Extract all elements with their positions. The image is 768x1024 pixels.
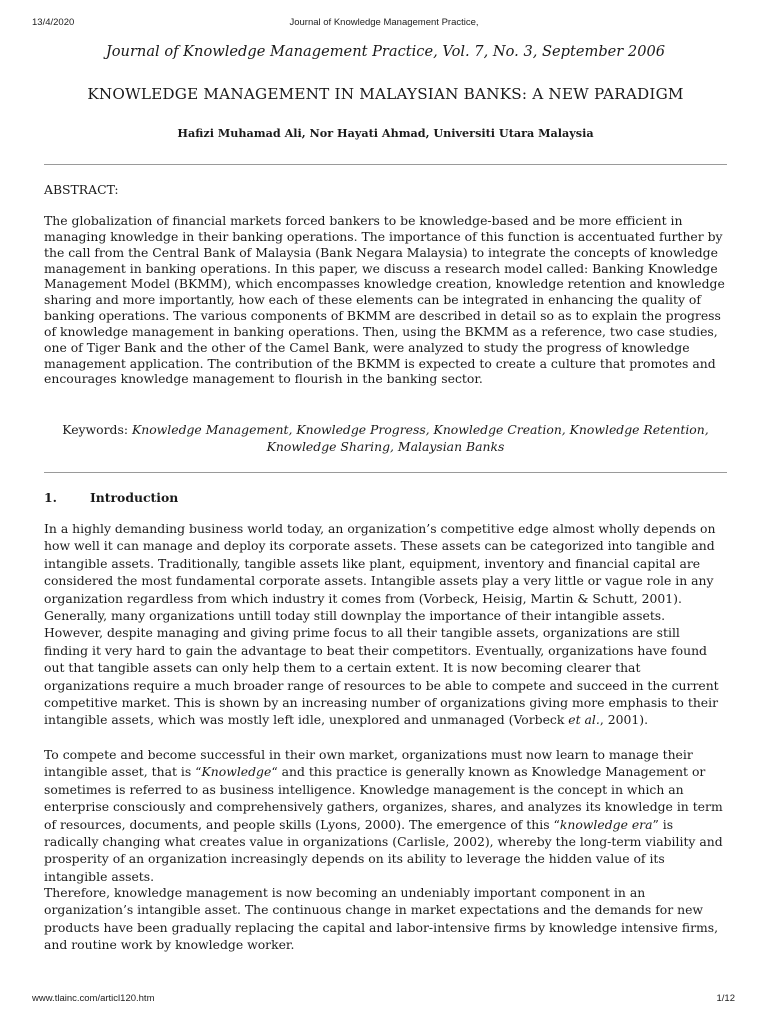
paragraph-text: “ and this practice is generally known as Knowledge Management or sometimes is referred to as business intelligence. Knowledge management is the concept in which an enterprise consciously and comprehensively gathers, organizes, shares, and analyzes its knowledge in term of resources, documents, and people skills (Lyons, 2000). The emergence of this “ <box>44 764 723 832</box>
print-url: www.tlainc.com/articl120.htm <box>32 993 155 1004</box>
paragraph <box>44 746 727 885</box>
keywords <box>44 421 727 455</box>
abstract-heading: ABSTRACT: <box>44 182 119 197</box>
section-heading <box>44 490 178 505</box>
divider <box>44 164 727 165</box>
section-number: 1. <box>44 490 57 505</box>
paragraph <box>44 520 727 729</box>
keywords-list-line2: Knowledge Sharing, Malaysian Banks <box>266 439 505 454</box>
paragraph-emphasis: et al. <box>568 712 600 728</box>
print-page-count: 1/12 <box>716 993 735 1004</box>
divider <box>44 472 727 473</box>
article-authors: Hafizi Muhamad Ali, Nor Hayati Ahmad, Universiti Utara Malaysia <box>177 126 594 140</box>
paragraph-text: In a highly demanding business world today, an organization’s competitive edge almost wholly depends on how well it can manage and deploy its corporate assets. These assets can be categorized into tangible and intangible assets. Traditionally, tangible assets like plant, equipment, inventory and financial capital are considered the most fundamental corporate assets. Intangible assets play a very little or vague role in any organization regardless from which industry it comes from (Vorbeck, Heisig, Martin & Schutt, 2001). Generally, many organizations untill today still downplay the importance of their intangible assets. However, despite managing and giving prime focus to all their tangible assets, organizations are still finding it very hard to gain the advantage to beat their competitors. Eventually, organizations have found out that tangible assets can only help them to a certain extent. It is now becoming clearer that organizations require a much broader range of resources to be able to compete and succeed in the current competitive market. This is shown by an increasing number of organizations giving more emphasis to their intangible assets, which was mostly left idle, unexplored and unmanaged (Vorbeck <box>44 521 719 728</box>
section-title: Introduction <box>90 490 179 505</box>
paragraph-text: , 2001). <box>599 712 649 728</box>
paragraph-text: ” is radically changing what creates value in organizations (Carlisle, 2002), whereby the long-term viability and prosperity of an organization increasingly depends on its ability to leverage the hidden value of its intangible assets. <box>44 816 723 884</box>
print-page-title: Journal of Knowledge Management Practice, <box>289 17 479 28</box>
abstract-text: The globalization of financial markets forced bankers to be knowledge-based and be more efficient in managing knowledge in their banking operations. The importance of this function is accentuated further by the call from the Central Bank of Malaysia (Bank Negara Malaysia) to integrate the concepts of knowledge management in banking operations. In this paper, we discuss a research model called: Banking Knowledge Management Model (BKMM), which encompasses knowledge creation, knowledge retention and knowledge sharing and more importantly, how each of these elements can be integrated in enhancing the quality of banking operations. The various components of BKMM are described in detail so as to explain the progress of knowledge management in banking operations. Then, using the BKMM as a reference, two case studies, one of Tiger Bank and the other of the Camel Bank, were analyzed to study the progress of knowledge management application. The contribution of the BKMM is expected to create a culture that promotes and encourages knowledge management to flourish in the banking sector. <box>44 213 725 387</box>
paragraph-text: To compete and become successful in their own market, organizations must now learn to manage their intangible asset, that is “ <box>44 747 693 780</box>
keywords-list-line1: Knowledge Management, Knowledge Progress, Knowledge Creation, Knowledge Retention, <box>131 422 709 437</box>
paragraph-emphasis: knowledge era <box>559 816 653 832</box>
article-title: KNOWLEDGE MANAGEMENT IN MALAYSIAN BANKS: A NEW PARADIGM <box>87 85 684 103</box>
journal-citation: Journal of Knowledge Management Practice, Vol. 7, No. 3, September 2006 <box>105 43 666 60</box>
keywords-label: Keywords: <box>62 422 129 437</box>
paragraph <box>44 884 727 954</box>
paragraph-emphasis: Knowledge <box>201 764 272 780</box>
print-date: 13/4/2020 <box>32 17 75 28</box>
paragraph-text: Therefore, knowledge management is now becoming an undeniably important component in an organization’s intangible asset. The continuous change in market expectations and the demands for new products have been gradually replacing the capital and labor-intensive firms by knowledge intensive firms, and routine work by knowledge worker. <box>44 885 719 953</box>
